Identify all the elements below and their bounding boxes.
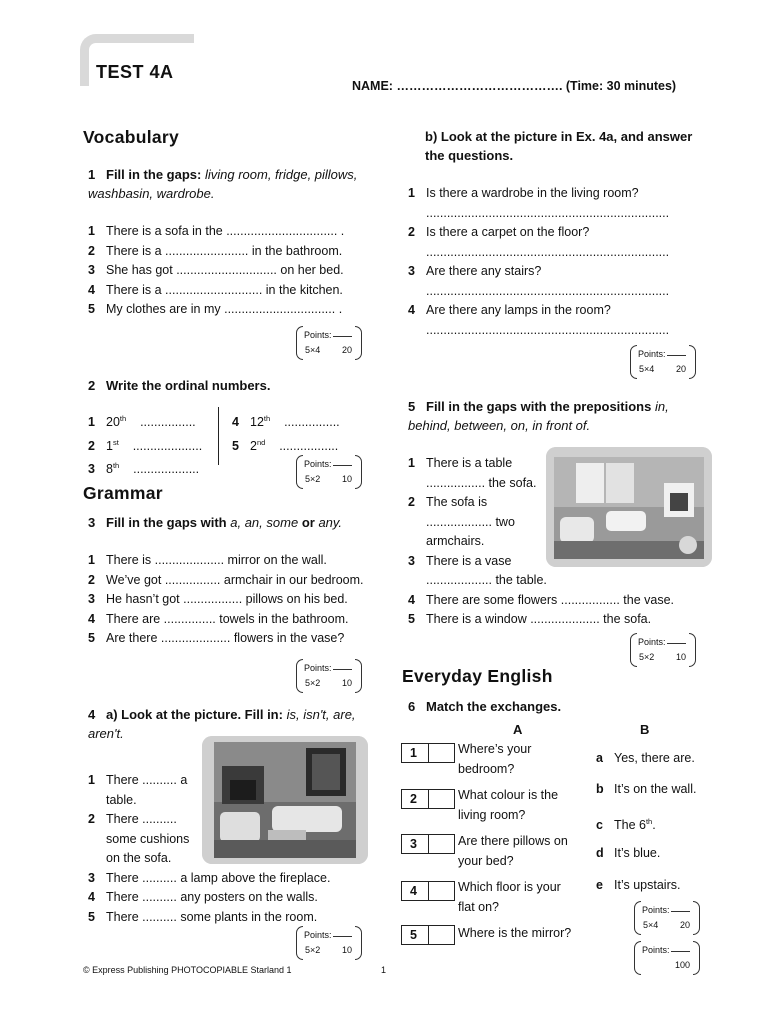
- list-item: 4 There is a ............................ in the kitchen.: [88, 282, 343, 297]
- list-item-cont: ................. the sofa.: [426, 475, 537, 490]
- list-item: 3 She has got ............................. on her bed.: [88, 263, 344, 277]
- list-item: 2 1st ....................: [88, 437, 203, 453]
- ex4a-list-top: [88, 771, 330, 927]
- ex1-points-box: Points: 5×4 20: [296, 326, 362, 362]
- list-item: 2 There is a ........................ in the bathroom.: [88, 243, 343, 258]
- list-item: 1 There is a table: [408, 456, 513, 470]
- list-item-cont: some cushions: [106, 831, 190, 846]
- ex4b-instruction: b) Look at the picture in Ex. 4a, and answer the questions.: [425, 129, 693, 163]
- exchange-a-4: Which floor is your flat on?: [458, 880, 561, 914]
- answer-box-2[interactable]: 2: [401, 789, 455, 809]
- name-time-line: NAME: …………………………………. (Time: 30 minutes): [352, 79, 677, 93]
- answer-line: ......................................................................: [426, 205, 670, 220]
- ex1-list: [88, 222, 344, 320]
- list-item: 2 We’ve got ................ armchair in our bedroom.: [88, 572, 364, 587]
- list-item: 5 2nd .................: [232, 437, 339, 453]
- ex2-instruction: 2 Write the ordinal numbers.: [88, 378, 271, 393]
- list-item: 1 There is .................... mirror on the wall.: [88, 553, 327, 567]
- list-item: 4 12th ................: [232, 414, 340, 430]
- list-item-cont: armchairs.: [426, 534, 485, 548]
- exchange-a-5: Where is the mirror?: [458, 926, 572, 940]
- exchange-b-b: b It’s on the wall.: [596, 782, 697, 796]
- exchange-a-3: Are there pillows on your bed?: [458, 834, 568, 868]
- answer-box-1[interactable]: 1: [401, 743, 455, 763]
- test-title: TEST 4A: [96, 62, 174, 82]
- list-item: 3 8th ...................: [88, 461, 200, 477]
- answer-line: ......................................................................: [426, 283, 670, 298]
- list-item: 2 There ..........: [88, 812, 177, 826]
- list-item-cont: on the sofa.: [106, 851, 172, 865]
- list-item: 1 There .......... a: [88, 773, 188, 787]
- grammar-heading: Grammar: [83, 483, 163, 503]
- list-item-cont: ................... the table.: [426, 573, 547, 587]
- ex2-right-list: [232, 409, 340, 456]
- ex4a-points-box: Points: 5×2 10: [296, 926, 362, 962]
- column-a-header: A: [513, 722, 523, 737]
- ex4b-list: [408, 184, 669, 340]
- ex5-points-box: Points: 5×2 10: [630, 633, 696, 669]
- list-item: 5 Are there .................... flowers in the vase?: [88, 631, 345, 645]
- ex4a-instruction: 4 a) Look at the picture. Fill in: is, isn't, are, aren't.: [88, 707, 356, 741]
- column-b-header: B: [640, 722, 650, 737]
- ex6-points-box: Points: 5×4 20: [634, 901, 700, 937]
- exchange-b-e: e It’s upstairs.: [596, 878, 681, 892]
- footer-copyright: © Express Publishing PHOTOCOPIABLE Starland 1: [83, 965, 292, 975]
- list-item: 3 There .......... a lamp above the fireplace.: [88, 870, 331, 885]
- ex5-instruction: 5 Fill in the gaps with the prepositions in, behind, between, on, in front of.: [408, 399, 669, 433]
- list-item: 4 There .......... any posters on the walls.: [88, 890, 318, 904]
- exchange-a-2: What colour is the living room?: [458, 788, 559, 822]
- list-item: 5 My clothes are in my ................................ .: [88, 302, 343, 316]
- list-item: 4 Are there any lamps in the room?: [408, 303, 611, 317]
- list-item: 4 There are ............... towels in the bathroom.: [88, 611, 349, 626]
- exchange-b-a: a Yes, there are.: [596, 751, 695, 765]
- vocabulary-heading: Vocabulary: [83, 127, 180, 147]
- list-item: 3 He hasn’t got ................. pillows on his bed.: [88, 592, 348, 606]
- exchange-b-c: c The 6th.: [596, 817, 656, 833]
- total-points-box: Points: 100: [634, 941, 700, 977]
- exchange-b-d: d It’s blue.: [596, 846, 661, 860]
- ex6-instruction: 6 Match the exchanges.: [408, 699, 562, 714]
- answer-box-3[interactable]: 3: [401, 834, 455, 854]
- ex4b-points-box: Points: 5×4 20: [630, 345, 696, 381]
- ex2-divider: [218, 407, 219, 465]
- ex3-points-box: Points: 5×2 10: [296, 659, 362, 695]
- ex3-instruction: 3 Fill in the gaps with a, an, some or any.: [88, 515, 343, 530]
- exchange-a-1: Where’s your bedroom?: [458, 742, 532, 776]
- page-number: 1: [381, 965, 387, 975]
- list-item-cont: table.: [106, 792, 137, 807]
- ex5-list: [408, 454, 674, 630]
- ex1-instruction: 1 Fill in the gaps: living room, fridge, pillows, washbasin, wardrobe.: [88, 167, 358, 201]
- list-item: 3 Are there any stairs?: [408, 264, 542, 278]
- ex2-points-box: Points: 5×2 10: [296, 455, 362, 491]
- list-item: 1 Is there a wardrobe in the living room?: [408, 186, 639, 200]
- ex2-left-list: [88, 409, 202, 480]
- list-item: 5 There .......... some plants in the room.: [88, 909, 318, 924]
- list-item: 3 There is a vase: [408, 553, 512, 568]
- list-item: 1 There is a sofa in the ................................ .: [88, 224, 345, 238]
- list-item: 4 There are some flowers ................. the vase.: [408, 592, 675, 607]
- list-item: 2 Is there a carpet on the floor?: [408, 225, 590, 239]
- list-item: 1 20th ................: [88, 414, 196, 430]
- answer-box-4[interactable]: 4: [401, 881, 455, 901]
- list-item: 5 There is a window .................... the sofa.: [408, 612, 652, 626]
- ex3-list: [88, 551, 364, 649]
- list-item: 2 The sofa is: [408, 495, 488, 509]
- answer-line: ......................................................................: [426, 322, 670, 337]
- answer-box-5[interactable]: 5: [401, 925, 455, 945]
- list-item-cont: ................... two: [426, 514, 515, 529]
- answer-line: ......................................................................: [426, 244, 670, 259]
- everyday-english-heading: Everyday English: [402, 666, 553, 686]
